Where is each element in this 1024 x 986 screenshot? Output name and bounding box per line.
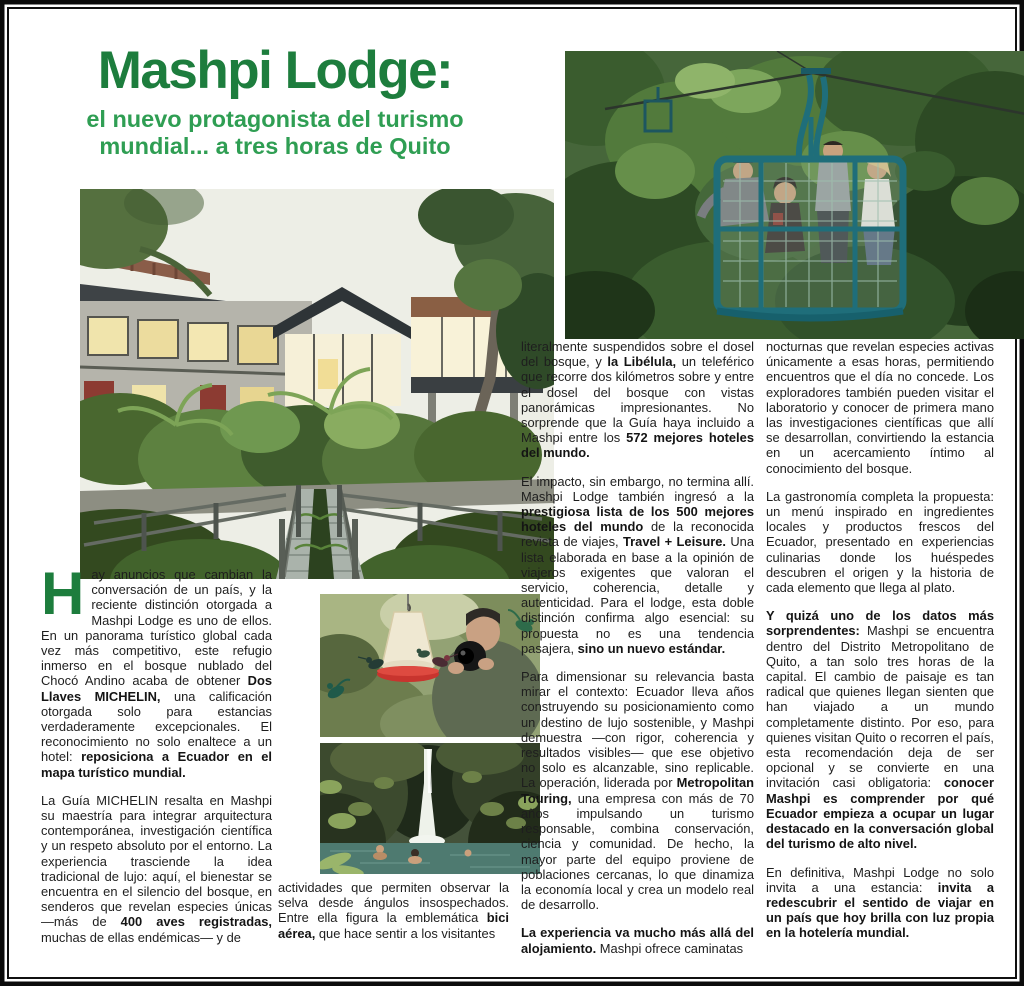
paragraph: Hay anuncios que cambian la conversación de un país, y la reciente distinción otorgada a Mashpi Lodge es uno de ellos. En un panorama turístico global cada vez más competitivo, este refugio inmerso en el bosque nublado del Chocó Andino acaba de obtener Dos Llaves MICHELIN, una calificación otorgada solo para estancias verdaderamente excepcionales. El reconocimiento no solo enaltece a un hotel: reposiciona a Ecuador en el mapa turístico mundial.: [41, 560, 273, 780]
paragraph: Y quizá uno de los datos más sorprendentes: Mashpi se encuentra dentro del Distrito Metropolitano de Quito, a tan solo tres horas de la capital. El cambio de paisaje es tan radical que quienes llegan sienten que han viajado a un mundo completamente distinto. Por eso, para quienes visitan Quito o recorren el país, esta recomendación deja de ser opcional y se convierte en una invitación casi obligatoria: conocer Mashpi es comprender por qué Ecuador empieza a ocupar un lugar destacado en la conversación global del turismo de alto nivel.: [766, 608, 994, 852]
text-column-1: [41, 560, 273, 945]
paragraph: literalmente suspendidos sobre el dosel del bosque, y la Libélula, un teleférico que recorre dos kilómetros sobre y entre el dosel del bosque con vistas panorámicas impresionantes. No sorprende que la Guía haya incluido a Mashpi entre los 572 mejores hoteles del mundo.: [521, 339, 754, 461]
page-title: Mashpi Lodge:: [97, 41, 453, 100]
paragraph: actividades que permiten observar la selva desde ángulos insospechados. Entre ella figura la emblemática bici aérea, que hace sentir a los visitantes: [278, 880, 509, 941]
text-column-2: [278, 880, 509, 941]
waterfall-photo-illustration: [320, 743, 540, 874]
paragraph: La gastronomía completa la propuesta: un menú inspirado en ingredientes locales y productos frescos del Ecuador, presentado en experiencias culinarias donde los huéspedes descubren el origen y la historia de cada elemento que llega al plato.: [766, 488, 994, 596]
lodge-photo-illustration: [80, 189, 554, 579]
drop-cap: H: [41, 560, 85, 627]
paragraph: nocturnas que revelan especies activas únicamente a esas horas, permitiendo encuentros que el día no concede. Los exploradores también pueden visitar el laboratorio y conocer de primera mano las investigaciones científicas que allí se desarrollan, convirtiendo la estancia en un acercamiento íntimo al conocimiento del bosque.: [766, 339, 994, 476]
cable-car-photo-illustration: [565, 51, 1024, 339]
paragraph: La experiencia va mucho más allá del alojamiento. Mashpi ofrece caminatas: [521, 925, 754, 956]
lodge-exterior-photo: [80, 189, 554, 579]
subtitle-line-2: mundial... a tres horas de Quito: [99, 133, 451, 159]
hummingbird-photo-illustration: [320, 594, 540, 737]
paragraph: La Guía MICHELIN resalta en Mashpi su maestría para integrar arquitectura contemporánea, investigación científica y un respeto absoluto por el entorno. La experiencia trasciende la idea tradicional de lujo: aquí, el bienestar se encuentra en el silencio del bosque, en senderos que revelan especies únicas —más de 400 aves registradas, muchas de ellas endémicas— y de: [41, 792, 272, 945]
hummingbird-feeder-photo: [320, 594, 540, 737]
cable-car-photo: [565, 51, 1024, 339]
text-column-4: [766, 339, 994, 941]
subtitle-line-1: el nuevo protagonista del turismo: [86, 106, 464, 132]
paragraph: El impacto, sin embargo, no termina allí. Mashpi Lodge también ingresó a la prestigiosa lista de los 500 mejores hoteles del mundo de la reconocida revista de viajes, Travel + Leisure. Una lista elaborada en base a la opinión de viajeros exigentes que valoran el servicio, coherencia, detalle y autenticidad. Para el lodge, esta doble distinción confirma algo esencial: su propuesta no es una tendencia pasajera, sino un nuevo estándar.: [521, 473, 754, 656]
paragraph: En definitiva, Mashpi Lodge no solo invita a una estancia: invita a redescubrir el sentido de viajar en un país que hoy brilla con luz propia en la hotelería mundial.: [766, 864, 994, 941]
waterfall-photo: [320, 743, 540, 874]
masthead: [34, 43, 516, 160]
paragraph: Para dimensionar su relevancia basta mirar el contexto: Ecuador lleva años construyendo su posicionamiento como un destino de lujo sostenible, y Mashpi demuestra —con rigor, coherencia y resultados visibles— que ese objetivo no solo es alcanzable, sino replicable. La operación, liderada por Metropolitan Touring, una empresa con más de 70 años impulsando un turismo responsable, combina conservación, ciencia y comunidad. De hecho, la mayor parte del equipo proviene de poblaciones cercanas, lo que dinamiza la economía local y crea un modelo real de desarrollo.: [521, 669, 754, 913]
page-subtitle: [34, 106, 516, 160]
article-page: [7, 7, 1017, 979]
text-column-3: [521, 339, 754, 956]
